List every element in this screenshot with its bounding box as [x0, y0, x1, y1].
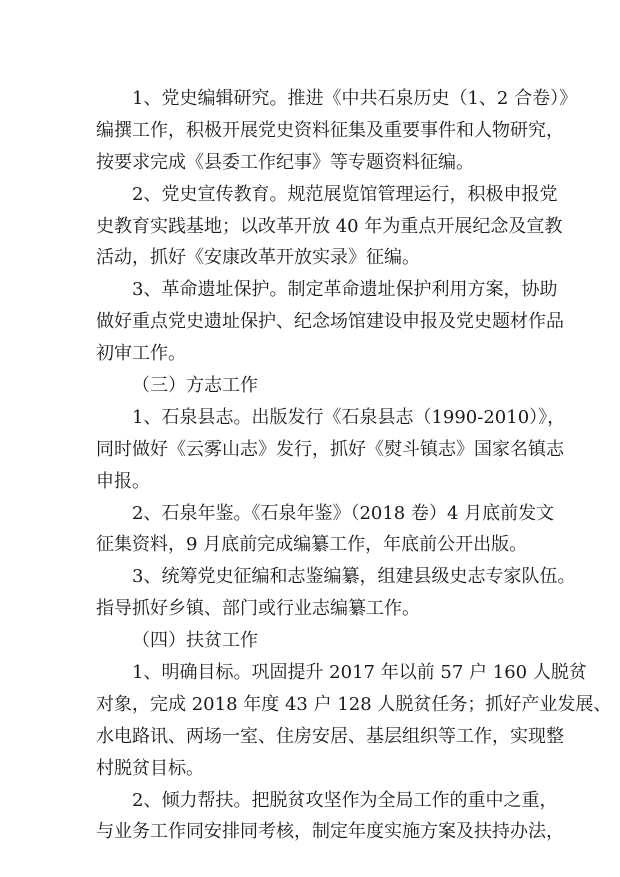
text-line: 3、革命遗址保护。制定革命遗址保护利用方案，协助 — [132, 279, 558, 301]
text-line: 按要求完成《县委工作纪事》等专题资料征编。 — [96, 151, 474, 173]
text-line: 2、党史宣传教育。规范展览馆管理运行，积极申报党 — [132, 183, 558, 205]
text-line: 对象，完成 2018 年度 43 户 128 人脱贫任务；抓好产业发展、 — [96, 693, 612, 715]
text-line: 村脱贫目标。 — [96, 757, 204, 779]
document-body — [96, 83, 612, 848]
text-line: 申报。 — [96, 470, 150, 492]
text-line: 1、党史编辑研究。推进《中共石泉历史（1、2 合卷）》 — [132, 88, 578, 109]
text-line: 2、倾力帮扶。把脱贫攻坚作为全局工作的重中之重， — [132, 789, 558, 811]
text-line: 初审工作。 — [96, 343, 186, 365]
text-line: 做好重点党史遗址保护、纪念场馆建设申报及党史题材作品 — [96, 311, 564, 333]
text-line: 史教育实践基地；以改革开放 40 年为重点开展纪念及宣教 — [96, 215, 563, 237]
text-line: 1、石泉县志。出版发行《石泉县志（1990-2010）》， — [132, 406, 566, 428]
text-line: （三）方志工作 — [132, 375, 258, 397]
text-line: 征集资料，9 月底前完成编纂工作，年底前公开出版。 — [96, 534, 528, 556]
text-line: 2、石泉年鉴。《石泉年鉴》（2018 卷）4 月底前发文 — [132, 502, 555, 524]
text-line: 同时做好《云雾山志》发行，抓好《熨斗镇志》国家名镇志 — [96, 438, 564, 460]
text-line: 水电路讯、两场一室、住房安居、基层组织等工作，实现整 — [96, 725, 564, 747]
text-line: 活动，抓好《安康改革开放实录》征编。 — [96, 247, 420, 269]
text-line: （四）扶贫工作 — [132, 630, 258, 652]
text-line: 与业务工作同安排同考核，制定年度实施方案及扶持办法， — [96, 821, 564, 843]
text-line: 编撰工作，积极开展党史资料征集及重要事件和人物研究， — [96, 119, 564, 141]
text-line: 1、明确目标。巩固提升 2017 年以前 57 户 160 人脱贫 — [132, 662, 587, 684]
text-line: 3、统筹党史征编和志鉴编纂，组建县级史志专家队伍。 — [132, 566, 576, 588]
text-line: 指导抓好乡镇、部门或行业志编纂工作。 — [96, 598, 420, 620]
